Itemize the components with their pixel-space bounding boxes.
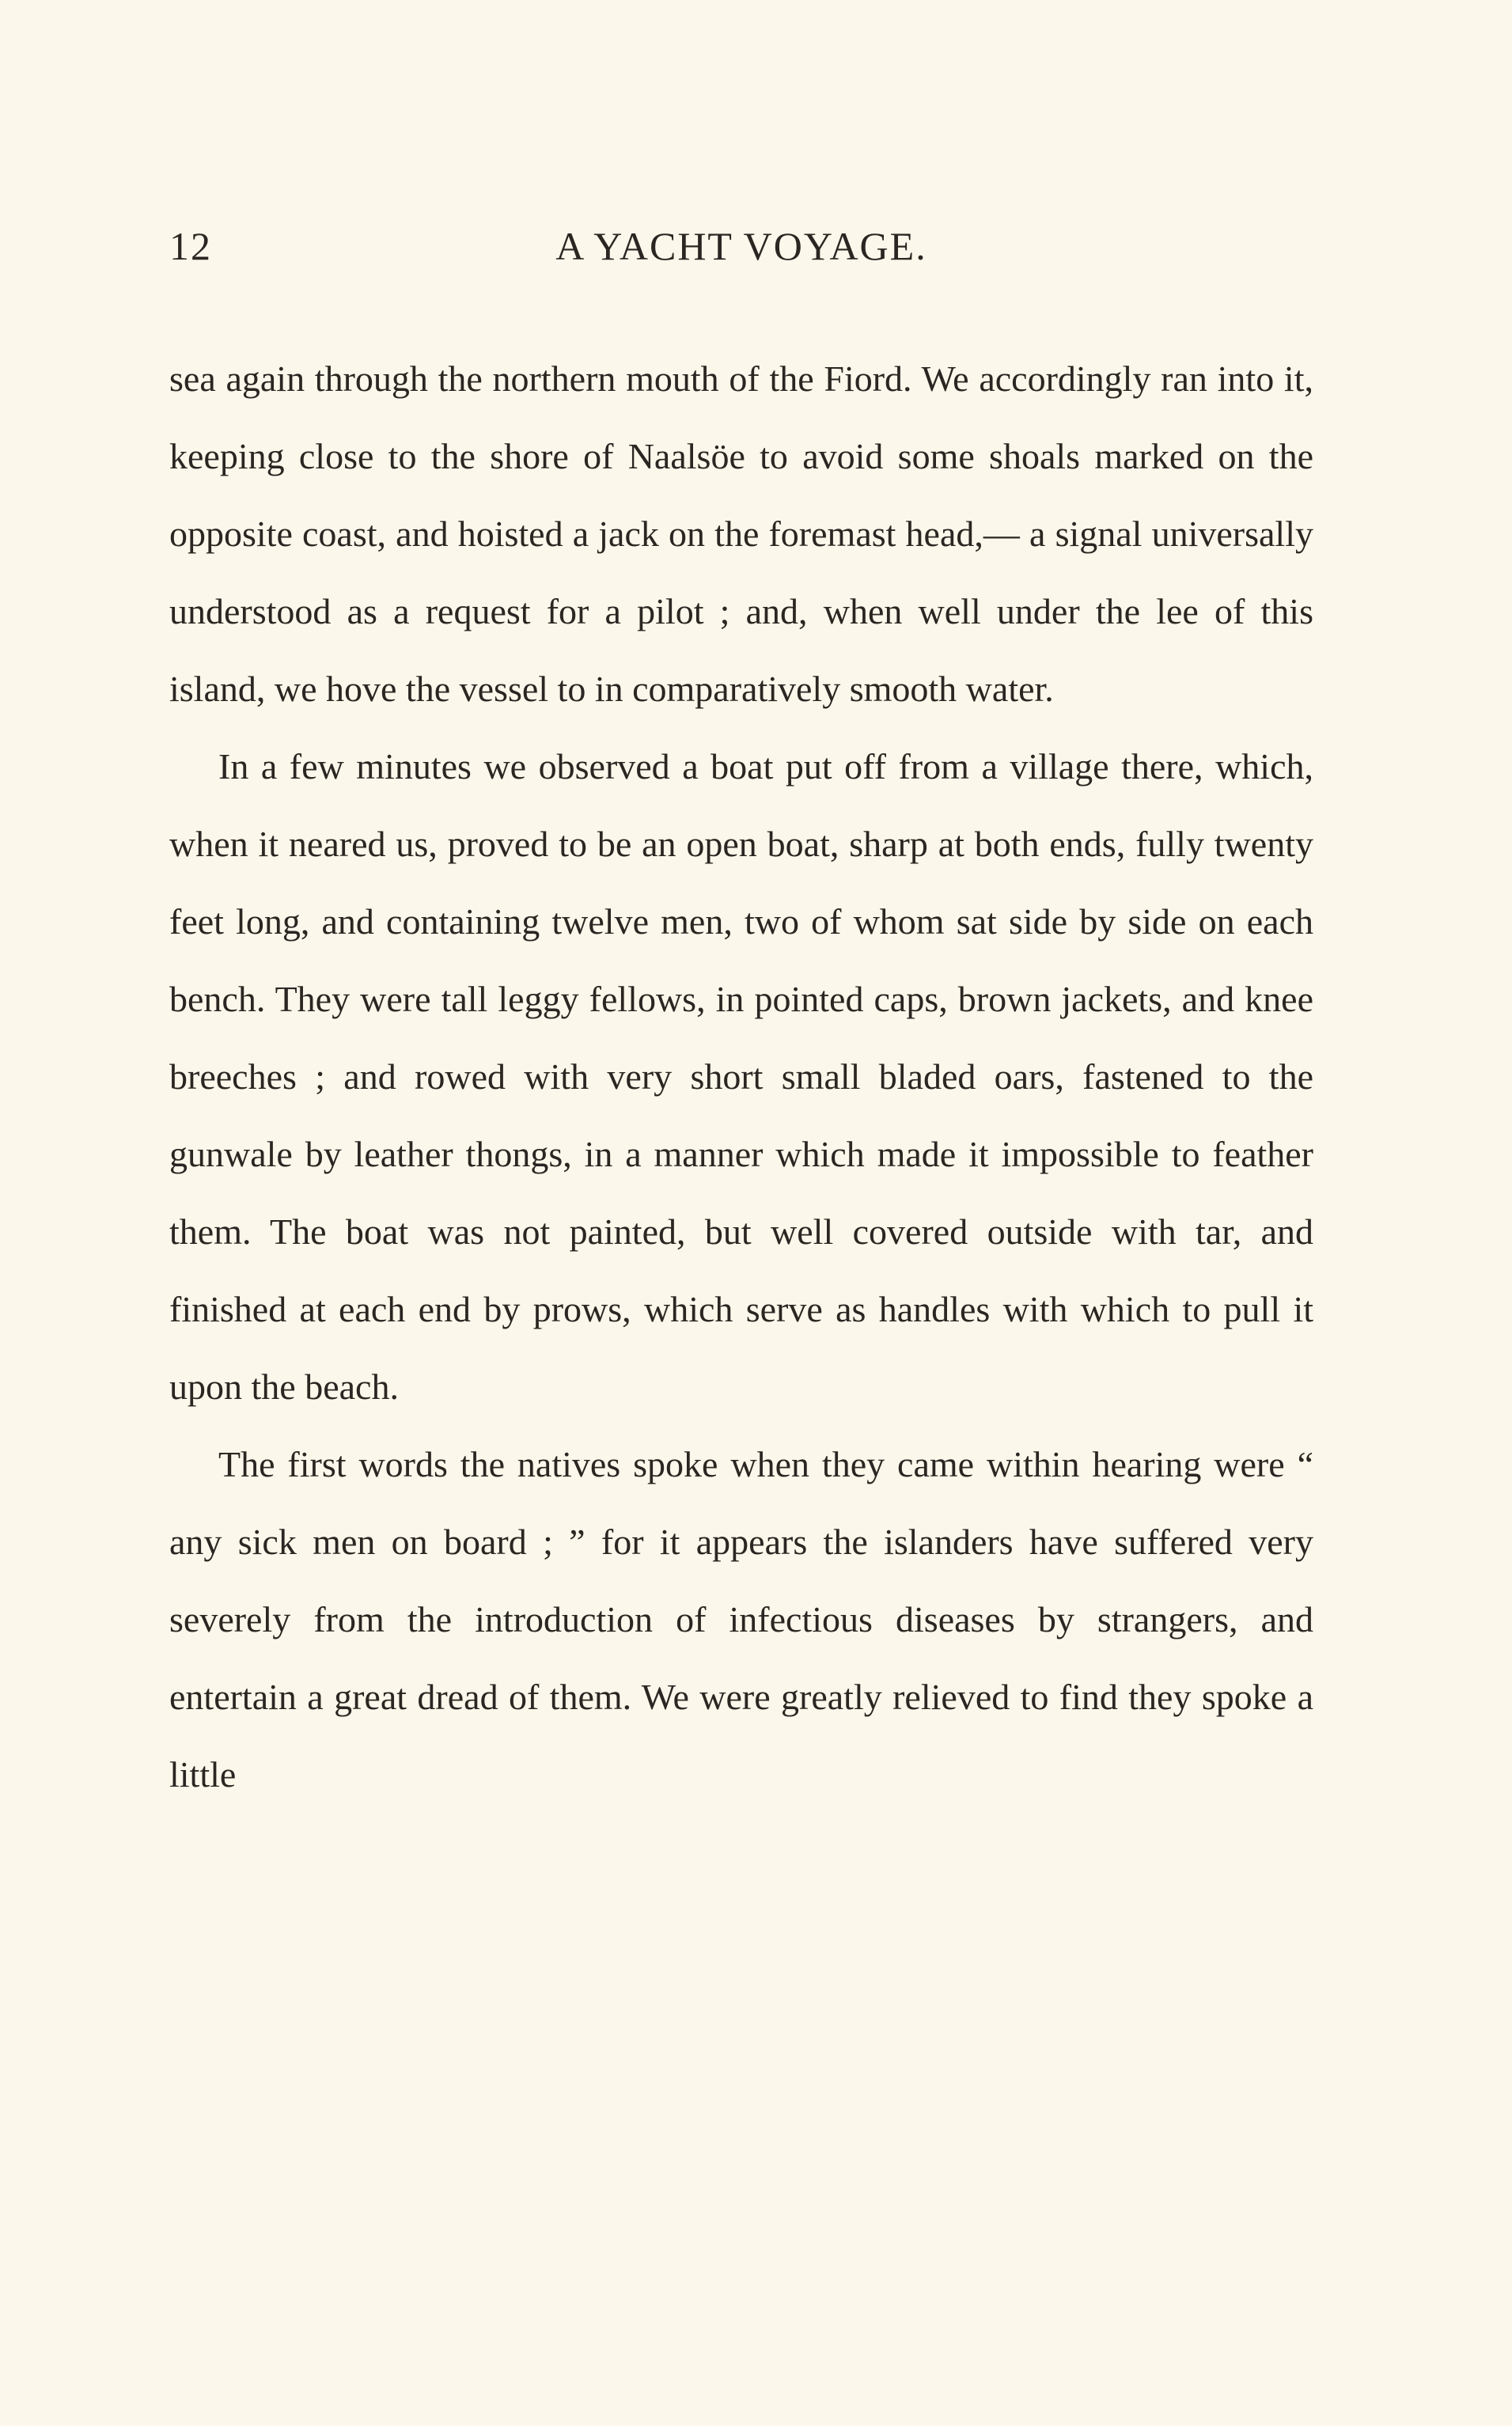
body-text (169, 340, 1313, 1814)
page-number: 12 (169, 224, 212, 268)
running-title: A YACHT VOYAGE. (555, 224, 927, 268)
paragraph-boat-arrival: In a few minutes we observed a boat put off from a village there, which, when it neared us, proved to be an open boat, sharp at both ends, fully twenty feet long, and containing twelve men, two of whom sat side by side on each bench. They were tall leggy fellows, in pointed caps, brown jackets, and knee breeches ; and rowed with very short small bladed oars, fastened to the gunwale by leather thongs, in a manner which made it impossible to feather them. The boat was not painted, but well covered outside with tar, and finished at each end by prows, which serve as handles with which to pull it upon the beach. (169, 746, 1313, 1407)
page-header (169, 223, 1313, 279)
paragraph-continuation: sea again through the northern mouth of the Fiord. We accordingly ran into it, keeping close to the shore of Naalsöe to avoid some shoals marked on the opposite coast, and hoisted a jack on the foremast head,— a signal universally understood as a request for a pilot ; and, when well under the lee of this island, we hove the vessel to in comparatively smooth water. (169, 358, 1313, 709)
paragraph-natives-speak: The first words the natives spoke when they came within hearing were “ any sick men on board ; ” for it appears the islanders have suffered very severely from the introduction of infectious diseases by strangers, and entertain a great dread of them. We were greatly relieved to find they spoke a little (169, 1444, 1313, 1795)
